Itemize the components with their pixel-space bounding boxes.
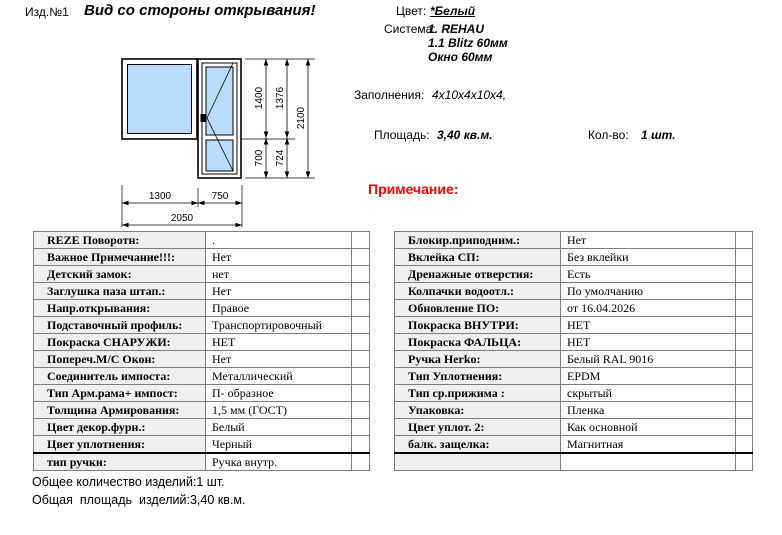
spec-value: от 16.04.2026: [561, 300, 736, 317]
spec-spacer: [352, 385, 370, 402]
spec-spacer: [352, 419, 370, 436]
spec-spacer: [352, 436, 370, 454]
spec-value: Металлический: [206, 368, 352, 385]
spec-spacer: [736, 334, 753, 351]
door-handle: [201, 114, 206, 122]
spec-value: 1,5 мм (ГОСТ): [206, 402, 352, 419]
color-value: *Белый: [430, 4, 476, 18]
specs-tbody-right: [395, 232, 753, 471]
spec-label: Толщина Армирования:: [34, 402, 206, 419]
spec-label: Колпачки водоотл.:: [395, 283, 561, 300]
spec-value: [561, 453, 736, 471]
spec-value: Черный: [206, 436, 352, 454]
table-row: [395, 266, 753, 283]
table-row: [34, 283, 370, 300]
spec-value: EPDM: [561, 368, 736, 385]
table-row: [34, 453, 370, 471]
spec-value: Как основной: [561, 419, 736, 436]
area-value: 3,40 кв.м.: [437, 128, 493, 142]
spec-spacer: [736, 419, 753, 436]
spec-label: Тип Уплотнения:: [395, 368, 561, 385]
dim-height-top: 1400: [254, 86, 265, 110]
spec-spacer: [736, 249, 753, 266]
spec-label: Вклейка СП:: [395, 249, 561, 266]
window-drawing: [112, 48, 342, 232]
spec-spacer: [352, 334, 370, 351]
spec-value: Нет: [561, 232, 736, 249]
spec-value: Белый: [206, 419, 352, 436]
spec-spacer: [352, 266, 370, 283]
spec-spacer: [736, 300, 753, 317]
table-row: [395, 453, 753, 471]
table-row: [34, 232, 370, 249]
specs-table-right: [394, 231, 753, 471]
spec-label: Блокир.приподним.:: [395, 232, 561, 249]
spec-label: Дренажные отверстия:: [395, 266, 561, 283]
spec-label: Тип ср.прижима :: [395, 385, 561, 402]
spec-label: Тип Арм.рама+ импост:: [34, 385, 206, 402]
spec-label: тип ручки:: [34, 453, 206, 471]
spec-label: Напр.открывания:: [34, 300, 206, 317]
spec-label: Цвет уплотнения:: [34, 436, 206, 454]
table-row: [395, 351, 753, 368]
dim-height-bottom2: 724: [275, 149, 286, 167]
spec-label: Обновление ПО:: [395, 300, 561, 317]
table-row: [34, 385, 370, 402]
table-row: [34, 249, 370, 266]
spec-value: НЕТ: [561, 317, 736, 334]
spec-value: Нет: [206, 249, 352, 266]
spec-label: [395, 453, 561, 471]
spec-label: Важное Примечание!!!:: [34, 249, 206, 266]
page-title: Вид со стороны открывания!: [84, 2, 316, 19]
table-row: [395, 402, 753, 419]
table-row: [34, 334, 370, 351]
spec-value: нет: [206, 266, 352, 283]
spec-label: REZE Поворотн:: [34, 232, 206, 249]
table-row: [395, 317, 753, 334]
dim-width-right: 750: [211, 191, 229, 202]
spec-value: Нет: [206, 283, 352, 300]
spec-label: Покраска ФАЛЬЦА:: [395, 334, 561, 351]
spec-value: НЕТ: [206, 334, 352, 351]
spec-label: Детский замок:: [34, 266, 206, 283]
spec-spacer: [352, 249, 370, 266]
quantity-label: Кол-во:: [588, 128, 629, 142]
spec-label: Соединитель импоста:: [34, 368, 206, 385]
table-row: [395, 385, 753, 402]
spec-spacer: [736, 351, 753, 368]
spec-label: Заглушка паза штап.:: [34, 283, 206, 300]
spec-value: П- образное: [206, 385, 352, 402]
spec-label: Покраска ВНУТРИ:: [395, 317, 561, 334]
spec-value: По умолчанию: [561, 283, 736, 300]
spec-value: Правое: [206, 300, 352, 317]
table-row: [395, 249, 753, 266]
spec-spacer: [736, 436, 753, 454]
table-row: [34, 436, 370, 454]
system-line-3: Окно 60мм: [428, 50, 493, 64]
spec-spacer: [352, 453, 370, 471]
spec-value: Белый RAL 9016: [561, 351, 736, 368]
color-label: Цвет:: [396, 4, 427, 18]
spec-value: Магнитная: [561, 436, 736, 454]
spec-spacer: [352, 232, 370, 249]
spec-label: Цвет декор.фурн.:: [34, 419, 206, 436]
table-row: [395, 419, 753, 436]
system-line-2: 1.1 Blitz 60мм: [428, 36, 508, 50]
spec-spacer: [736, 402, 753, 419]
spec-spacer: [736, 453, 753, 471]
table-row: [395, 368, 753, 385]
note-label: Примечание:: [368, 181, 459, 197]
specs-table-left: [33, 231, 370, 471]
spec-label: Подставочный профиль:: [34, 317, 206, 334]
spec-value: Без вклейки: [561, 249, 736, 266]
spec-spacer: [736, 368, 753, 385]
spec-value: .: [206, 232, 352, 249]
spec-spacer: [736, 317, 753, 334]
table-row: [34, 402, 370, 419]
balcony-door: [198, 59, 241, 178]
spec-label: Упаковка:: [395, 402, 561, 419]
table-row: [395, 300, 753, 317]
spec-spacer: [352, 317, 370, 334]
spec-spacer: [736, 385, 753, 402]
dim-width-left: 1300: [148, 191, 172, 202]
spec-value: скрытый: [561, 385, 736, 402]
system-line-1: 1. REHAU: [428, 22, 485, 36]
filling-label: Заполнения:: [354, 88, 425, 102]
spec-value: Есть: [561, 266, 736, 283]
item-number: Изд.№1: [25, 5, 69, 19]
spec-value: Нет: [206, 351, 352, 368]
table-row: [395, 232, 753, 249]
filling-value: 4х10х4х10х4,: [432, 88, 507, 102]
fixed-window: [122, 59, 197, 139]
specs-tbody-left: [34, 232, 370, 471]
spec-spacer: [736, 232, 753, 249]
total-count: Общее количество изделий:1 шт.: [32, 475, 225, 489]
table-row: [34, 351, 370, 368]
area-label: Площадь:: [374, 128, 430, 142]
spec-label: Ручка Herko:: [395, 351, 561, 368]
table-row: [34, 300, 370, 317]
dim-height-bottom: 700: [254, 149, 265, 167]
spec-value: НЕТ: [561, 334, 736, 351]
total-area: Общая площадь изделий:3,40 кв.м.: [32, 493, 246, 507]
table-row: [34, 368, 370, 385]
spec-label: Попереч.М/С Окон:: [34, 351, 206, 368]
spec-label: Цвет уплот. 2:: [395, 419, 561, 436]
spec-value: Ручка внутр.: [206, 453, 352, 471]
dim-height-total: 2100: [296, 106, 307, 130]
table-row: [395, 334, 753, 351]
table-row: [34, 266, 370, 283]
table-row: [395, 436, 753, 454]
spec-label: балк. защелка:: [395, 436, 561, 454]
spec-value: Пленка: [561, 402, 736, 419]
spec-label: Покраска СНАРУЖИ:: [34, 334, 206, 351]
spec-spacer: [352, 351, 370, 368]
spec-spacer: [352, 283, 370, 300]
table-row: [34, 419, 370, 436]
spec-spacer: [352, 300, 370, 317]
table-row: [34, 317, 370, 334]
spec-spacer: [736, 266, 753, 283]
spec-value: Транспортировочный: [206, 317, 352, 334]
spec-spacer: [736, 283, 753, 300]
spec-spacer: [352, 402, 370, 419]
dim-width-total: 2050: [170, 213, 194, 224]
table-row: [395, 283, 753, 300]
quantity-value: 1 шт.: [641, 128, 676, 142]
dim-height-sash: 1376: [275, 86, 286, 110]
spec-spacer: [352, 368, 370, 385]
system-label: Система:: [384, 22, 436, 36]
